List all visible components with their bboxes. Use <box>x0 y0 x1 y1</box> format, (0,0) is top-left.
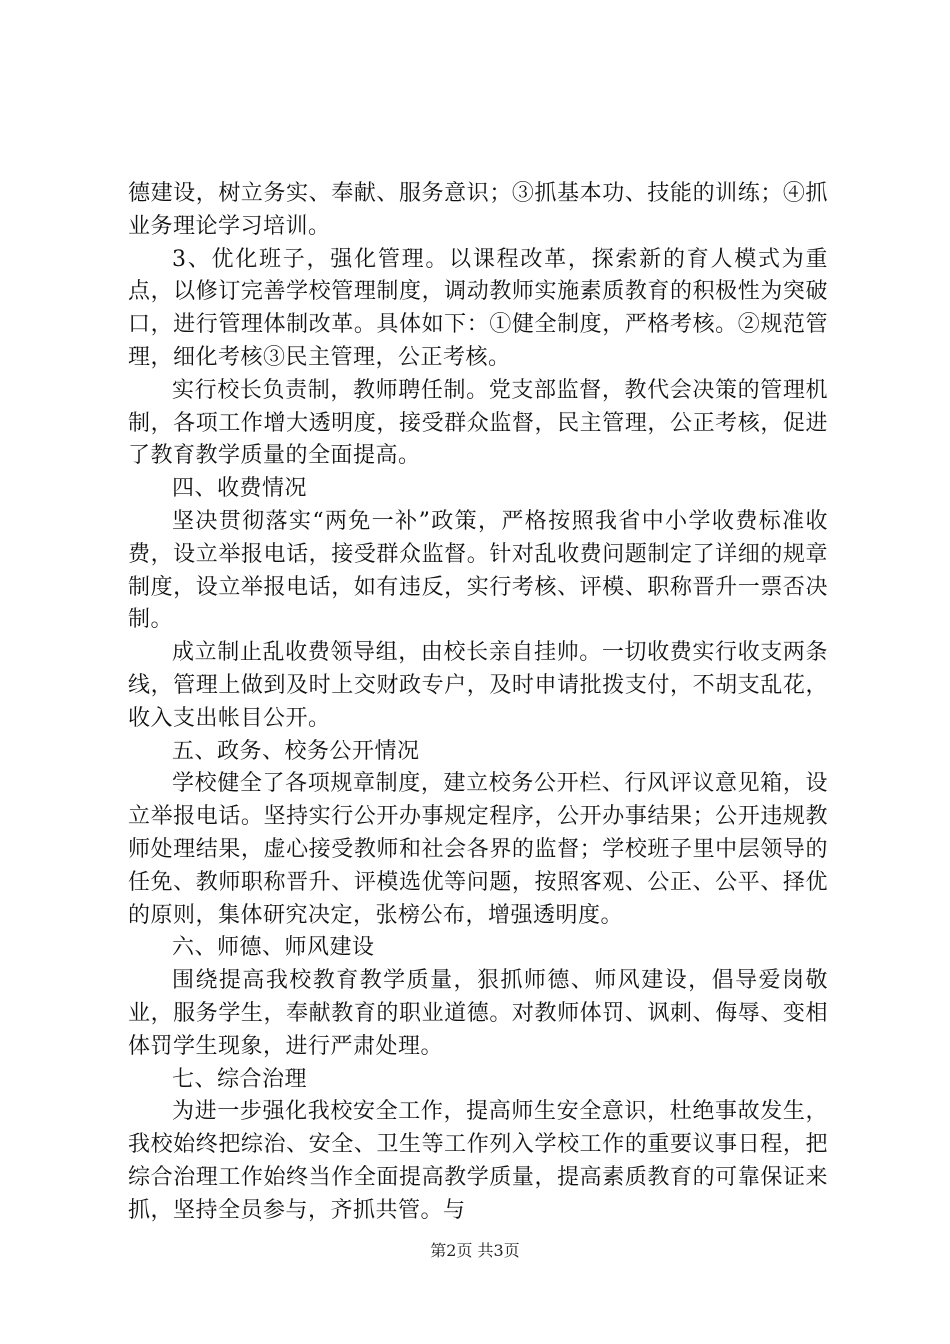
paragraph-8: 学校健全了各项规章制度，建立校务公开栏、行风评议意见箱，设立举报电话。坚持实行公开办事规定程序，公开办事结果；公开违规教师处理结果，虚心接受教师和社会各界的监督；学校班子里中层领导的任免、教师职称晋升、评模选优等问题，按照客观、公正、公平、择优的原则，集体研究决定，张榜公布，增强透明度。 <box>128 771 828 928</box>
page-footer: 第2页 共3页 <box>430 1241 520 1260</box>
section-heading-governance: 七、综合治理 <box>172 1066 308 1092</box>
paragraph-1: 德建设，树立务实、奉献、服务意识；③抓基本功、技能的训练；④抓业务理论学习培训。 <box>128 181 828 239</box>
section-heading-ethics: 六、师德、师风建设 <box>172 935 375 961</box>
paragraph-5: 坚决贯彻落实“两免一补”政策，严格按照我省中小学收费标准收费，设立举报电话，接受群众监督。针对乱收费问题制定了详细的规章制度，设立举报电话，如有违反，实行考核、评模、职称晋升一票否决制。 <box>128 508 828 633</box>
paragraph-10: 围绕提高我校教育教学质量，狠抓师德、师风建设，倡导爱岗敬业，服务学生，奉献教育的职业道德。对教师体罚、讽刺、侮辱、变相体罚学生现象，进行严肃处理。 <box>128 968 828 1059</box>
paragraph-3: 实行校长负责制，教师聘任制。党支部监督，教代会决策的管理机制，各项工作增大透明度，接受群众监督，民主管理，公正考核，促进了教育教学质量的全面提高。 <box>128 377 828 469</box>
paragraph-2: 3、优化班子，强化管理。以课程改革，探索新的育人模式为重点，以修订完善学校管理制度，调动教师实施素质教育的积极性为突破口，进行管理体制改革。具体如下：①健全制度，严格考核。②规范管理，细化考核③民主管理，公正考核。 <box>128 246 828 370</box>
section-heading-disclosure: 五、政务、校务公开情况 <box>172 738 420 764</box>
paragraph-12: 为进一步强化我校安全工作，提高师生安全意识，杜绝事故发生，我校始终把综治、安全、卫生等工作列入学校工作的重要议事日程，把综合治理工作始终当作全面提高教学质量，提高素质教育的可靠保证来抓，坚持全员参与，齐抓共管。与 <box>128 1099 828 1223</box>
paragraph-6: 成立制止乱收费领导组，由校长亲自挂帅。一切收费实行收支两条线，管理上做到及时上交财政专户，及时申请批拨支付，不胡支乱花，收入支出帐目公开。 <box>128 640 828 731</box>
section-heading-fees: 四、收费情况 <box>172 476 308 502</box>
document-body <box>128 178 828 1228</box>
